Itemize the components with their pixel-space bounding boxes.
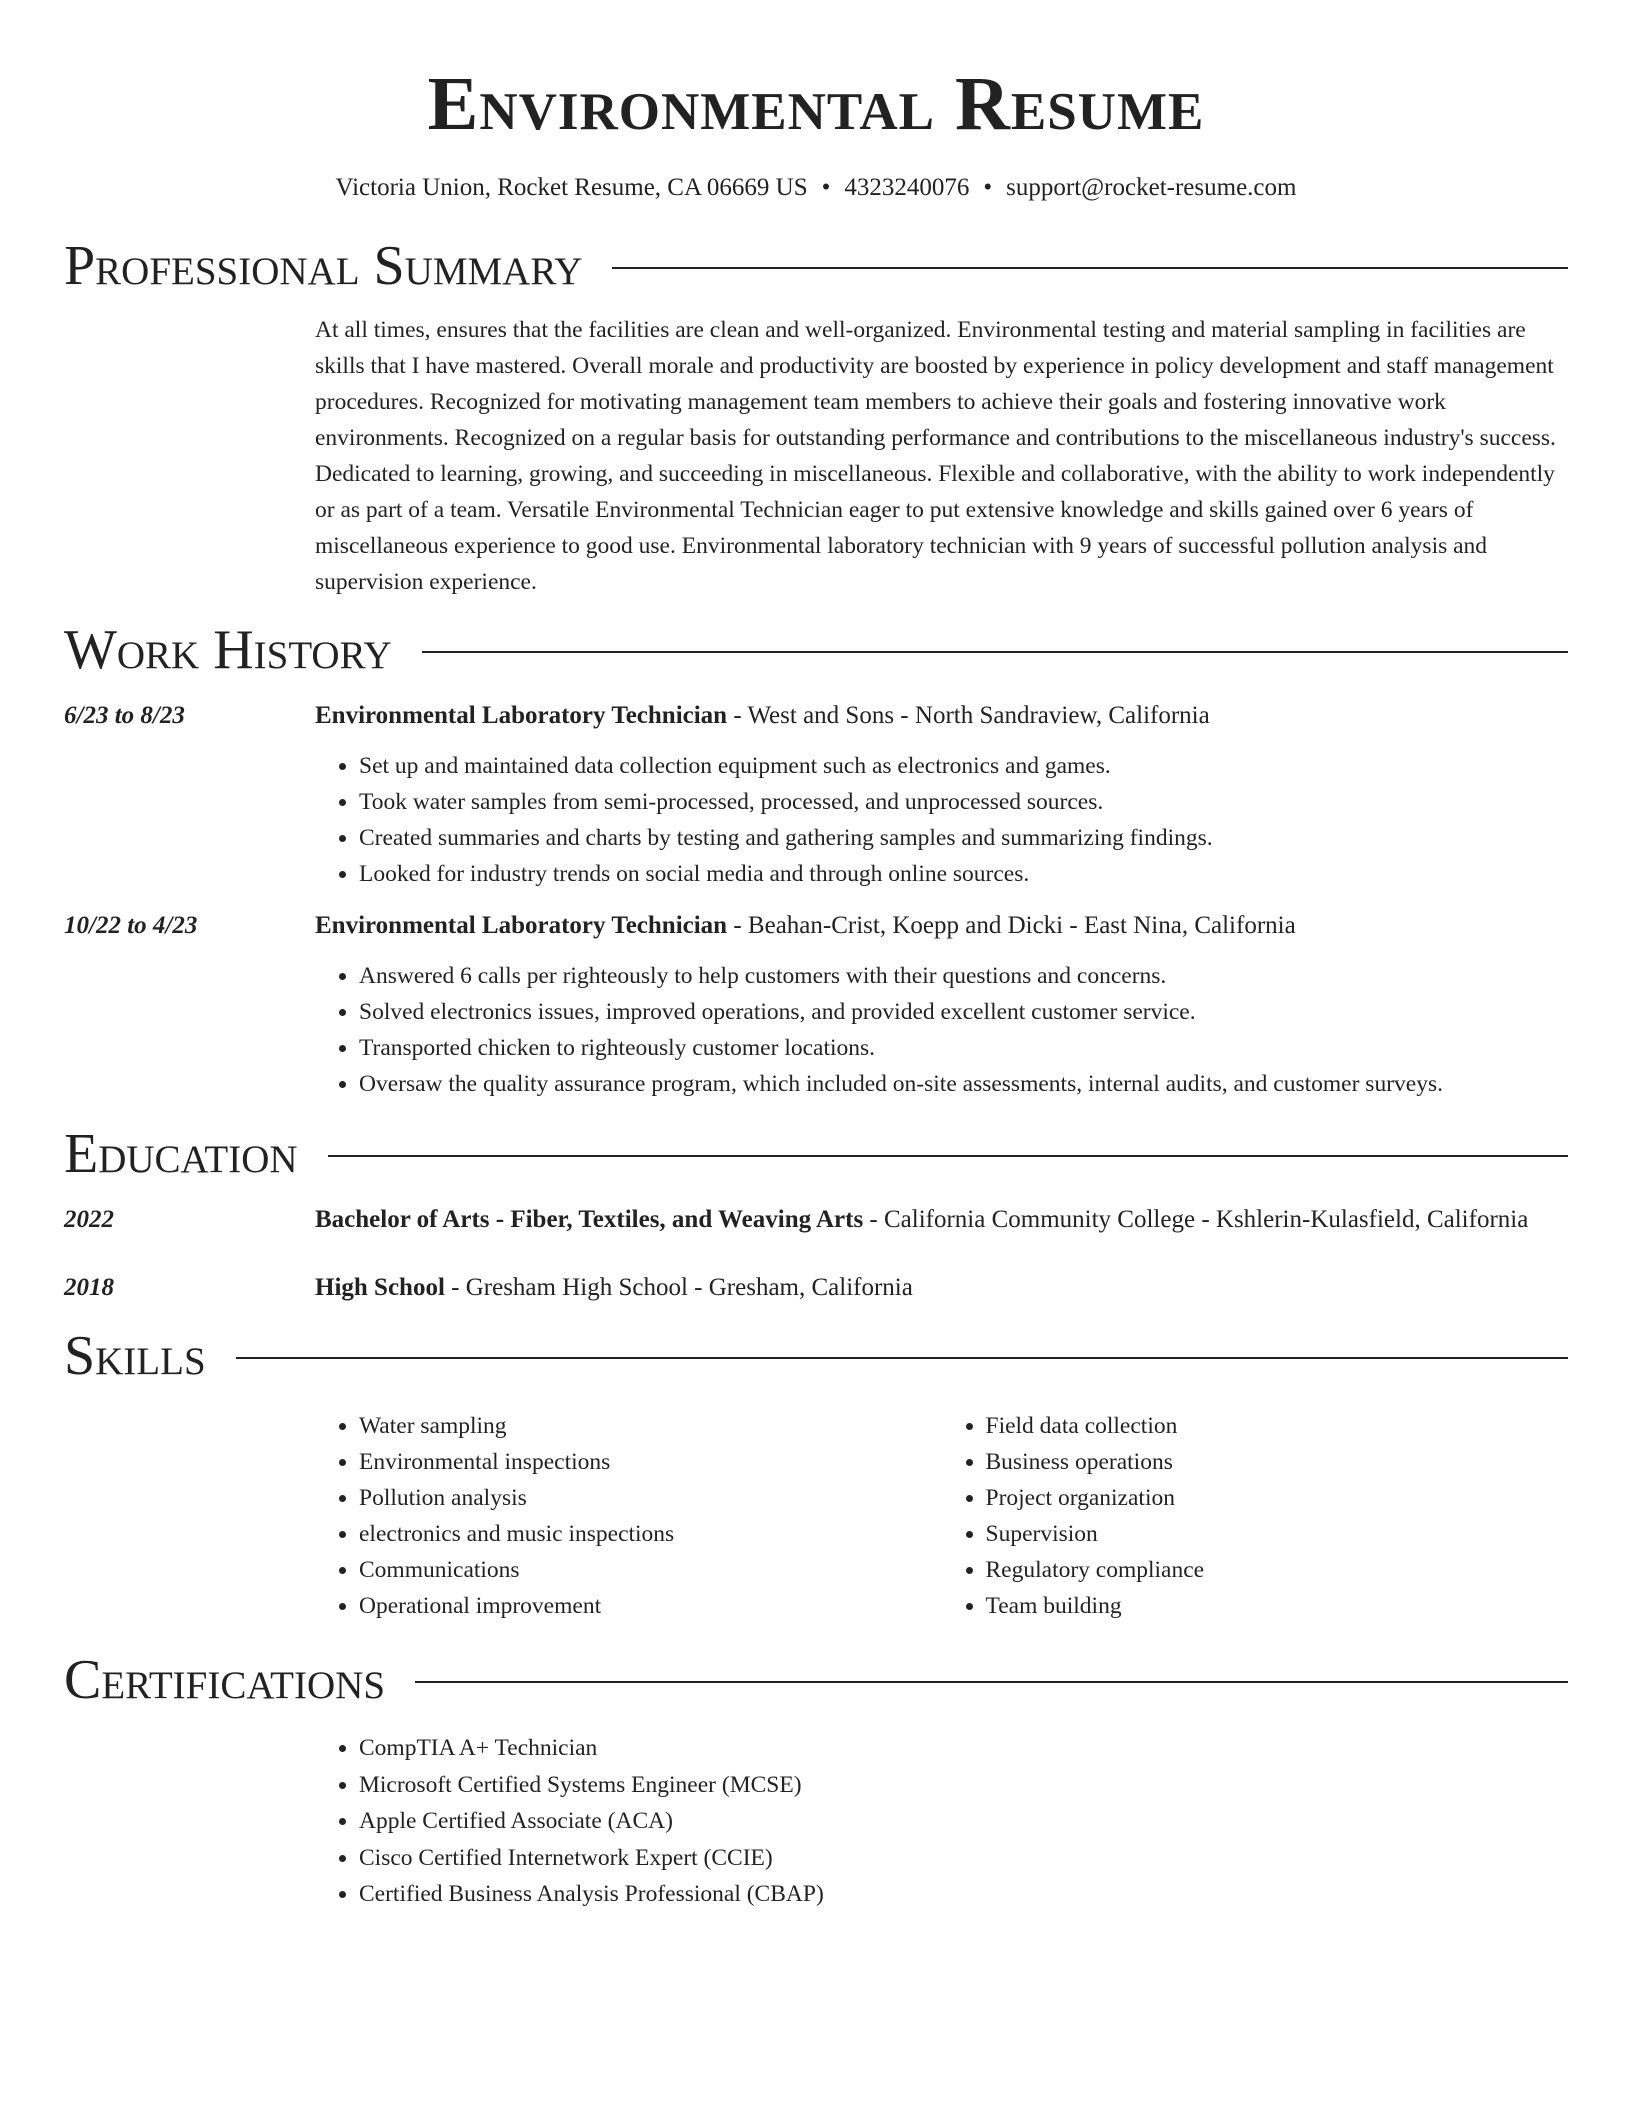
skill-item: • Field data collection (986, 1408, 1569, 1444)
job-bullets (315, 958, 1568, 1102)
education-entry (64, 1268, 1568, 1308)
skill-item: • Business operations (986, 1444, 1569, 1480)
skill-item: • electronics and music inspections (359, 1516, 942, 1552)
job-entry (64, 906, 1568, 1102)
skills-list (315, 1408, 1568, 1624)
job-bullet: • Transported chicken to righteously customer locations. (359, 1030, 1568, 1066)
education-year: 2018 (64, 1274, 114, 1301)
section-divider (236, 1357, 1568, 1359)
contact-line (64, 172, 1568, 204)
section-divider (612, 267, 1568, 269)
contact-phone: 4323240076 (844, 174, 970, 201)
skills-column-right (942, 1408, 1569, 1624)
skill-item: • Regulatory compliance (986, 1552, 1569, 1588)
job-bullet: • Created summaries and charts by testing and gathering samples and summarizing findings. (359, 820, 1568, 856)
job-bullets (315, 748, 1568, 892)
contact-email: support@rocket-resume.com (1006, 174, 1297, 201)
education-year: 2022 (64, 1206, 114, 1233)
summary-heading: Professional Summary (64, 235, 583, 297)
resume-page (64, 0, 1568, 1913)
work-section-header (64, 618, 1568, 682)
skill-item: • Water sampling (359, 1408, 942, 1444)
certification-item: • Apple Certified Associate (ACA) (359, 1803, 1568, 1840)
education-section-header (64, 1122, 1568, 1186)
job-title: Environmental Laboratory Technician (315, 912, 728, 939)
job-bullet: • Solved electronics issues, improved operations, and provided excellent customer service. (359, 994, 1568, 1030)
summary-section-header (64, 234, 1568, 298)
skill-item: • Project organization (986, 1480, 1569, 1516)
education-details: - California Community College - Kshlerin-Kulasfield, California (863, 1206, 1529, 1233)
job-bullet: • Set up and maintained data collection equipment such as electronics and games. (359, 748, 1568, 784)
job-bullet: • Took water samples from semi-processed, processed, and unprocessed sources. (359, 784, 1568, 820)
skill-item: • Supervision (986, 1516, 1569, 1552)
skills-column-left (315, 1408, 942, 1624)
skills-section-header (64, 1324, 1568, 1388)
certification-item: • Certified Business Analysis Professional (CBAP) (359, 1876, 1568, 1913)
job-header (315, 696, 1568, 892)
contact-separator: • (983, 174, 993, 201)
education-entry (64, 1200, 1568, 1240)
skill-item: • Pollution analysis (359, 1480, 942, 1516)
job-details: - West and Sons - North Sandraview, California (727, 702, 1210, 729)
resume-title: Environmental Resume (427, 62, 1205, 146)
job-entry (64, 696, 1568, 892)
summary-text: At all times, ensures that the facilities are clean and well-organized. Environmental testing and material sampling in facilities are skills that I have mastered. Overall morale and productivity are boosted by experience in policy development and staff management procedures. Recognized for motivating management team members to achieve their goals and fostering innovative work environments. Recognized on a regular basis for outstanding performance and contributions to the miscellaneous industry's success. Dedicated to learning, growing, and succeeding in miscellaneous. Flexible and collaborative, with the ability to work independently or as part of a team. Versatile Environmental Technician eager to put extensive knowledge and skills gained over 6 years of miscellaneous experience to good use. Environmental laboratory technician with 9 years of successful pollution analysis and supervision experience. (315, 317, 1556, 595)
certification-item: • CompTIA A+ Technician (359, 1730, 1568, 1767)
skill-item: • Team building (986, 1588, 1569, 1624)
job-header (315, 906, 1568, 1102)
certification-item: • Cisco Certified Internetwork Expert (CCIE) (359, 1840, 1568, 1877)
education-degree: High School (315, 1274, 445, 1301)
job-bullet: • Answered 6 calls per righteously to help customers with their questions and concerns. (359, 958, 1568, 994)
education-details: - Gresham High School - Gresham, California (444, 1274, 913, 1301)
section-divider (415, 1681, 1568, 1683)
contact-address: Victoria Union, Rocket Resume, CA 06669 US (335, 174, 808, 201)
job-details: - Beahan-Crist, Koepp and Dicki - East Nina, California (727, 912, 1296, 939)
certifications-list (315, 1730, 1568, 1913)
contact-separator: • (821, 174, 831, 201)
certifications-section-header (64, 1648, 1568, 1712)
skill-item: • Communications (359, 1552, 942, 1588)
job-bullet: • Looked for industry trends on social media and through online sources. (359, 856, 1568, 892)
job-dates: 6/23 to 8/23 (64, 702, 185, 729)
section-divider (328, 1155, 1568, 1157)
education-degree: Bachelor of Arts - Fiber, Textiles, and Weaving Arts (315, 1206, 864, 1233)
section-divider (422, 651, 1568, 653)
education-heading: Education (64, 1123, 298, 1185)
job-title: Environmental Laboratory Technician (315, 702, 728, 729)
job-dates: 10/22 to 4/23 (64, 912, 198, 939)
skill-item: • Operational improvement (359, 1588, 942, 1624)
certifications-heading: Certifications (64, 1649, 386, 1711)
work-heading: Work History (64, 619, 392, 681)
skills-heading: Skills (64, 1325, 206, 1387)
skill-item: • Environmental inspections (359, 1444, 942, 1480)
education-description (315, 1268, 1568, 1308)
job-bullet: • Oversaw the quality assurance program, which included on-site assessments, internal audits, and customer surveys. (359, 1066, 1568, 1102)
education-description (315, 1200, 1568, 1240)
certification-item: • Microsoft Certified Systems Engineer (MCSE) (359, 1767, 1568, 1804)
